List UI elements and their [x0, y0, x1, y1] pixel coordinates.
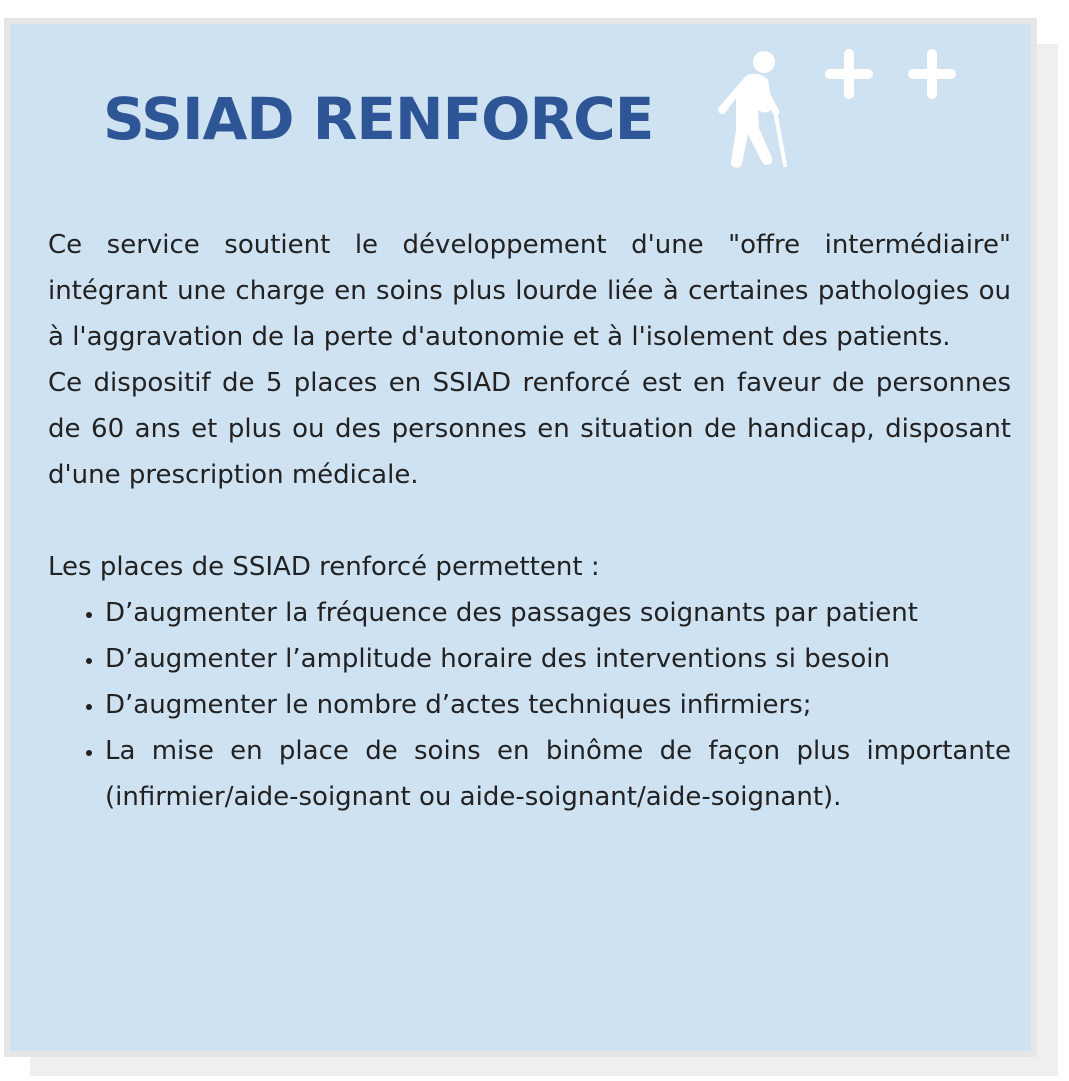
list-item: • D’augmenter le nombre d’actes techniques infirmiers; — [105, 682, 1011, 728]
elderly-person-with-cane-icon — [718, 51, 785, 168]
list-item: • D’augmenter la fréquence des passages soignants par patient — [105, 590, 1011, 636]
plus-icon — [913, 54, 951, 94]
list-intro: Les places de SSIAD renforcé permettent : — [48, 552, 600, 582]
content-body — [48, 222, 1011, 820]
benefits-list — [48, 590, 1011, 820]
list-item: • La mise en place de soins en binôme de façon plus importante (infirmier/aide-soignant ou aide-soignant/aide-soignant). — [105, 728, 1011, 820]
header-icons — [712, 46, 962, 172]
paragraph-dispositif: Ce dispositif de 5 places en SSIAD renforcé est en faveur de personnes de 60 ans et plus ou des personnes en situation de handicap, disposant d'une prescription médicale. — [48, 368, 1011, 490]
header-icons-graphic — [712, 46, 962, 172]
page-title: SSIAD RENFORCE — [103, 85, 654, 153]
plus-icon — [830, 54, 868, 94]
spacer — [48, 498, 1011, 544]
paragraph-intro: Ce service soutient le développement d'une "offre intermédiaire" intégrant une charge en soins plus lourde liée à certaines pathologies ou à l'aggravation de la perte d'autonomie et à l'isolement des patients. — [48, 230, 1011, 352]
list-item: • D’augmenter l’amplitude horaire des interventions si besoin — [105, 636, 1011, 682]
